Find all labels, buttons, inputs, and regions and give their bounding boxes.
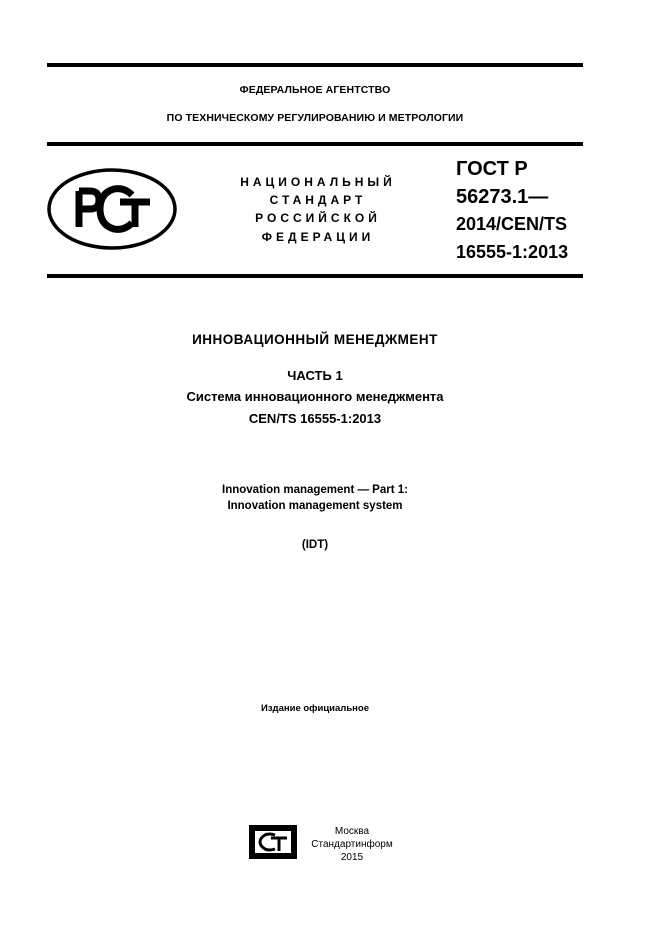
standartinform-logo-icon [249,825,297,859]
english-title-line1: Innovation management — Part 1: [222,484,408,496]
part-title: ЧАСТЬ 1 [287,368,343,383]
idt-marker: (IDT) [301,539,329,551]
national-standard-line4: ФЕДЕРАЦИИ [261,230,375,244]
gost-r-logo-icon [46,167,178,251]
publication-year: 2015 [340,852,364,863]
top-rule [47,63,583,67]
publisher-name: Стандартинформ [311,839,393,850]
edition-note: Издание официальное [261,703,369,714]
middle-rule [47,142,583,146]
standard-designation-line1: ГОСТ Р [456,158,528,180]
standard-designation-line2: 56273.1— [456,186,549,208]
bottom-rule [47,274,583,278]
national-standard-line3: РОССИЙСКОЙ [255,211,381,225]
part-subtitle: Система инновационного менеджмента [186,389,444,404]
agency-name-line2: ПО ТЕХНИЧЕСКОМУ РЕГУЛИРОВАНИЮ И МЕТРОЛОГИИ [166,112,464,124]
cen-designation: CEN/TS 16555-1:2013 [248,411,382,426]
english-title-line2: Innovation management system [227,500,403,512]
national-standard-line1: НАЦИОНАЛЬНЫЙ [240,175,396,189]
standard-designation-line4: 16555-1:2013 [456,242,569,262]
document-title: ИННОВАЦИОННЫЙ МЕНЕДЖМЕНТ [192,332,438,347]
national-standard-line2: СТАНДАРТ [269,193,367,207]
standard-designation-line3: 2014/CEN/TS [456,214,568,234]
publisher-city: Москва [334,826,370,837]
agency-name-line1: ФЕДЕРАЛЬНОЕ АГЕНТСТВО [239,84,391,96]
